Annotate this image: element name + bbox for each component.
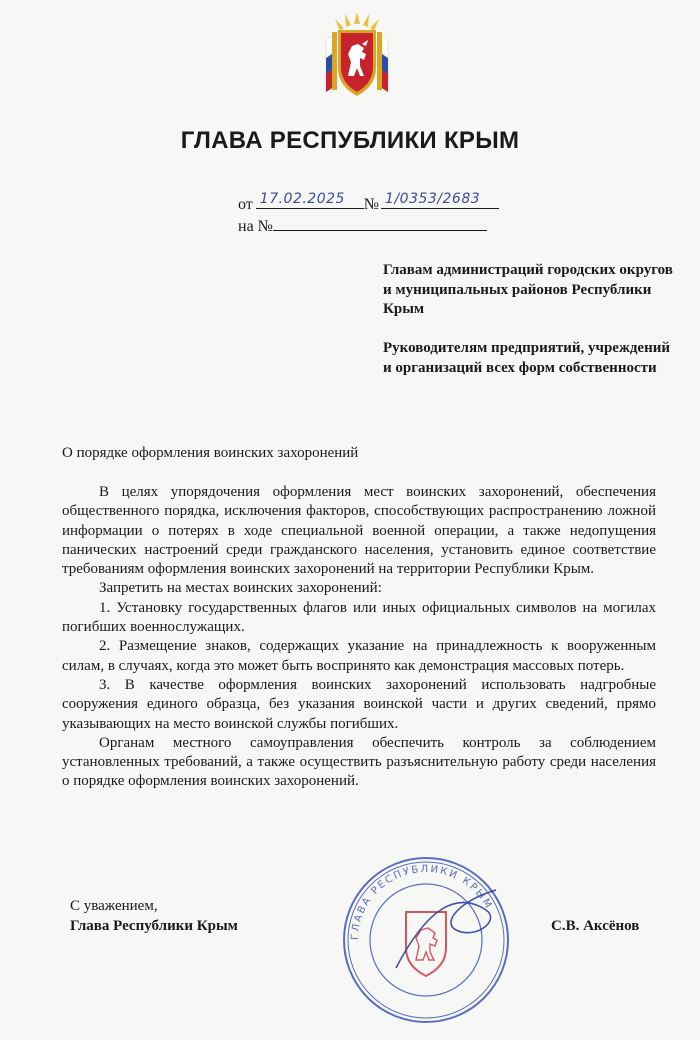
signature-position: Глава Республики Крым (70, 918, 238, 934)
official-seal-icon (336, 850, 516, 1030)
letter-subject: О порядке оформления воинских захоронений (62, 445, 359, 461)
body-paragraph-prohibit: Запретить на местах воинских захоронений: (99, 580, 382, 597)
body-paragraph-intro: В целях упорядочения оформления мест воинских захоронений, обеспечения общественного порядка, исключения факторов, способствующих распространению ложной информации о потерях в ходе специальной военной операции, а также недопущения панических настроений среди гражданского населения, установить единое соответствие требованиям оформления воинских захоронений на территории Республики Крым. (62, 484, 656, 578)
registration-line (238, 192, 499, 214)
handwritten-number: 1/0353/2683 (385, 191, 481, 207)
stamp-ring-text: ГЛАВА РЕСПУБЛИКИ КРЫМ (349, 863, 495, 941)
signature-regards: С уважением, (70, 898, 158, 914)
letter-body (62, 483, 656, 792)
body-item-3: 3. В качестве оформления воинских захоронений использовать надгробные сооружения единого образца, без указания воинской части и других сведений, прямо указывающих на место воинской службы погибших. (62, 676, 656, 732)
body-paragraph-control: Органам местного самоуправления обеспечить контроль за соблюдением установленных требований, а также осуществить разъяснительную работу среди населения о порядке оформления воинских захоронений. (62, 734, 656, 790)
handwritten-date: 17.02.2025 (259, 191, 345, 207)
addressee-administrations: Главам администраций городских округов и муниципальных районов Республики Крым (383, 262, 673, 317)
reply-prefix: на № (238, 218, 273, 235)
number-prefix: № (363, 196, 380, 213)
date-prefix: от (238, 196, 253, 213)
addressee-organizations: Руководителям предприятий, учреждений и организаций всех форм собственности (383, 340, 670, 376)
crimea-coat-of-arms-icon (318, 10, 396, 100)
body-item-2: 2. Размещение знаков, содержащих указание на принадлежность к вооруженным силам, в случаях, когда это может быть воспринято как демонстрация массовых потерь. (62, 638, 656, 674)
reply-line (238, 214, 487, 236)
signature-name: С.В. Аксёнов (551, 918, 640, 934)
reply-number-blank (273, 214, 487, 231)
body-item-1: 1. Установку государственных флагов или иных официальных символов на могилах погибших военнослужащих. (62, 599, 656, 636)
document-heading: ГЛАВА РЕСПУБЛИКИ КРЫМ (180, 127, 520, 154)
